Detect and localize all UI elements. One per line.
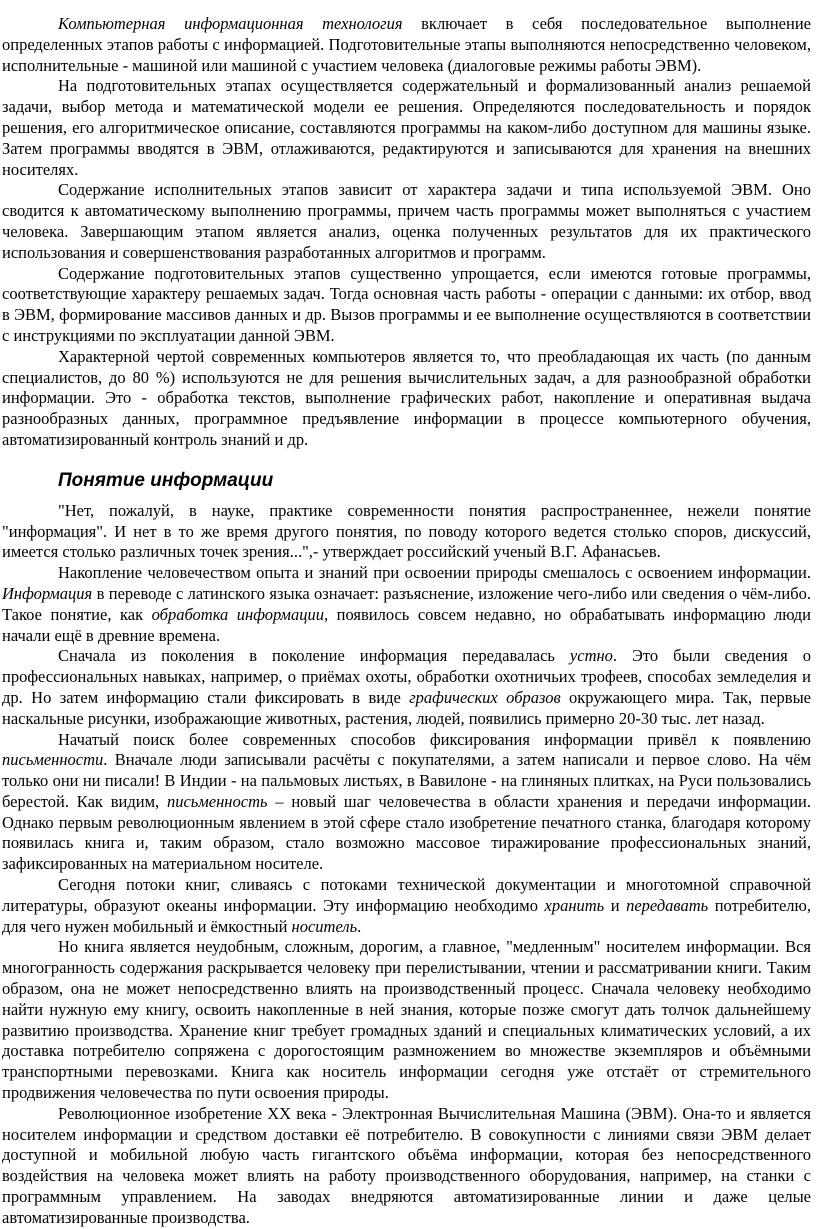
term-graphic-images: графических образов: [409, 687, 561, 707]
term-information: Информация: [2, 583, 93, 603]
paragraph-oral-graphic: [0, 646, 811, 729]
paragraph-writing: [0, 730, 811, 876]
paragraph-text: , появилось совсем недавно, но обрабатывать информацию люди начали ещё в древние времена.: [2, 604, 811, 645]
term-computer-it: Компьютерная информационная технология: [58, 14, 403, 33]
paragraph-text: Накопление человечеством опыта и знаний при освоении природы смешалось с освоением информации.: [58, 563, 811, 583]
paragraph-text: .: [357, 916, 362, 936]
paragraph-afanasyev-quote: "Нет, пожалуй, в науке, практике современности понятия распространеннее, нежели понятие "информация". И нет в то же время другого понятия, по поводу которого ведется столько споров, дискуссий, имеется столько различных точек зрения...",- утверждает российский ученый В.Г. Афанасьев.: [2, 500, 811, 562]
term-writing: письменности: [2, 750, 104, 770]
paragraph-text: и: [604, 895, 627, 915]
paragraph-text: в переводе с латинского языка означает: разъяснение, изложение чего-либо или сведения о чём-либо. Такое понятие, как: [2, 583, 811, 624]
paragraph-it-definition: [0, 14, 811, 76]
term-information-processing: обработка информации: [151, 604, 324, 624]
paragraph-text: . Вначале люди записывали расчёты с покупателями, а затем написали и первое слово. На чём только они ни писали! В Индии - на пальмовых листьях, в Вавилоне - на глиняных плитках, на Руси пользовались берестой. Как видим,: [2, 750, 811, 811]
term-oral: устно: [569, 646, 613, 666]
paragraph-text: Сегодня потоки книг, сливаясь с потоками технической документации и многотомной справочной литературы, образуют океаны информации. Эту информацию необходимо: [2, 875, 811, 915]
paragraph-information-origin: [0, 563, 811, 646]
paragraph-modern-computers: Характерной чертой современных компьютеров является то, что преобладающая их часть (по данным специалистов, до 80 %) используются не для решения вычислительных задач, а для разнообразной обработки информации. Это - обработка текстов, выполнение графических работ, накопление и оперативная выдача разнообразных данных, программное предъявление информации в процессе компьютерного обучения, автоматизированный контроль знаний и др.: [2, 346, 811, 449]
paragraph-book-streams: [0, 875, 811, 937]
section-heading: Понятие информации: [58, 469, 274, 491]
paragraph-executive-stages: Содержание исполнительных этапов зависит от характера задачи и типа используемой ЭВМ. Оно сводится к автоматическому выполнению программы, причем часть программы может выполняться с участием человека. Завершающим этапом является анализ, оценка полученных результатов для их практического использования и совершенствования разработанных алгоритмов и программ.: [2, 180, 811, 262]
paragraph-text: Сначала из поколения в поколение информация передавалась: [58, 646, 570, 666]
paragraph-computer-revolution: Революционное изобретение XX века - Электронная Вычислительная Машина (ЭВМ). Она-то и является носителем информации и средством доставки её потребителю. В совокупности с линиями связи ЭВМ делает доступной и мобильной любую часть гигантского объёма информации, которая без непосредственного воздействия на человека может влиять на работу производственного оборудования, например, на станки с программным управлением. На заводах внедряются автоматизированные линии и даже целые автоматизированные производства.: [2, 1103, 811, 1227]
paragraph-ready-programs: Содержание подготовительных этапов существенно упрощается, если имеются готовые программы, соответствующие характеру решаемых задач. Тогда основная часть работы - операции с данными: их отбор, ввод в ЭВМ, формирование массивов данных и др. Вызов программы и ее выполнение осуществляются в соответствии с инструкциями по эксплуатации данной ЭВМ.: [2, 263, 811, 345]
paragraph-text: потребителю, для чего нужен мобильный и ёмкостный: [2, 895, 811, 936]
paragraph-text: окружающего мира. Так, первые наскальные рисунки, изображающие животных, растения, людей, появились примерно 20-30 тыс. лет назад.: [2, 687, 811, 728]
paragraph-text: Начатый поиск более современных способов фиксирования информации привёл к появлению: [58, 729, 811, 749]
paragraph-text: – новый шаг человечества в области хранения и передачи информации. Однако первым революционным явлением в этой сфере стало изобретение печатного станка, благодаря которому появилась книга и, таким образом, стало возможно массовое тиражирование профессиональных знаний, зафиксированных на материальном носителе.: [2, 791, 811, 874]
paragraph-text: включает в себя последовательное выполнение определенных этапов работы с информацией. Подготовительные этапы выполняются непосредственно человеком, исполнительные - машиной или машиной с участием человека (диалоговые режимы работы ЭВМ).: [2, 14, 811, 75]
paragraph-book-inconvenient: Но книга является неудобным, сложным, дорогим, а главное, "медленным" носителем информации. Вся многогранность содержания раскрывается человеку при перелистывании, чтении и рассматривании книги. Таким образом, она не может непосредственно влиять на производственный процесс. Сначала человеку необходимо найти нужную ему книгу, освоить накопленные в ней знания, которые позже смогут дать толчок дальнейшему развитию производства. Хранение книг требует громадных зданий и специальных климатических условий, а их доставка потребителю сопряжена с дорогостоящим размножением во множестве экземпляров и объёмными транспортными перевозками. Книга как носитель информации сегодня уже отстаёт от стремительного продвижения человечества по пути освоения природы.: [2, 937, 811, 1103]
term-writing-second: письменность: [166, 791, 268, 811]
term-store: хранить: [544, 895, 605, 915]
term-carrier: носитель: [291, 916, 358, 936]
paragraph-text: . Это были сведения о профессиональных навыках, например, о приёмах охоты, обработки охотничьих трофеев, способах земледелия и др. Но затем информацию стали фиксировать в виде: [2, 646, 811, 707]
paragraph-preparatory-stages: На подготовительных этапах осуществляется содержательный и формализованный анализ решаемой задачи, выбор метода и математической модели ее решения. Определяются последовательность и порядок решения, его алгоритмическое описание, составляются программы на каком-либо доступном для машины языке. Затем программы вводятся в ЭВМ, отлаживаются, редактируются и записываются для хранения на внешних носителях.: [2, 76, 811, 179]
term-transmit: передавать: [626, 895, 709, 915]
